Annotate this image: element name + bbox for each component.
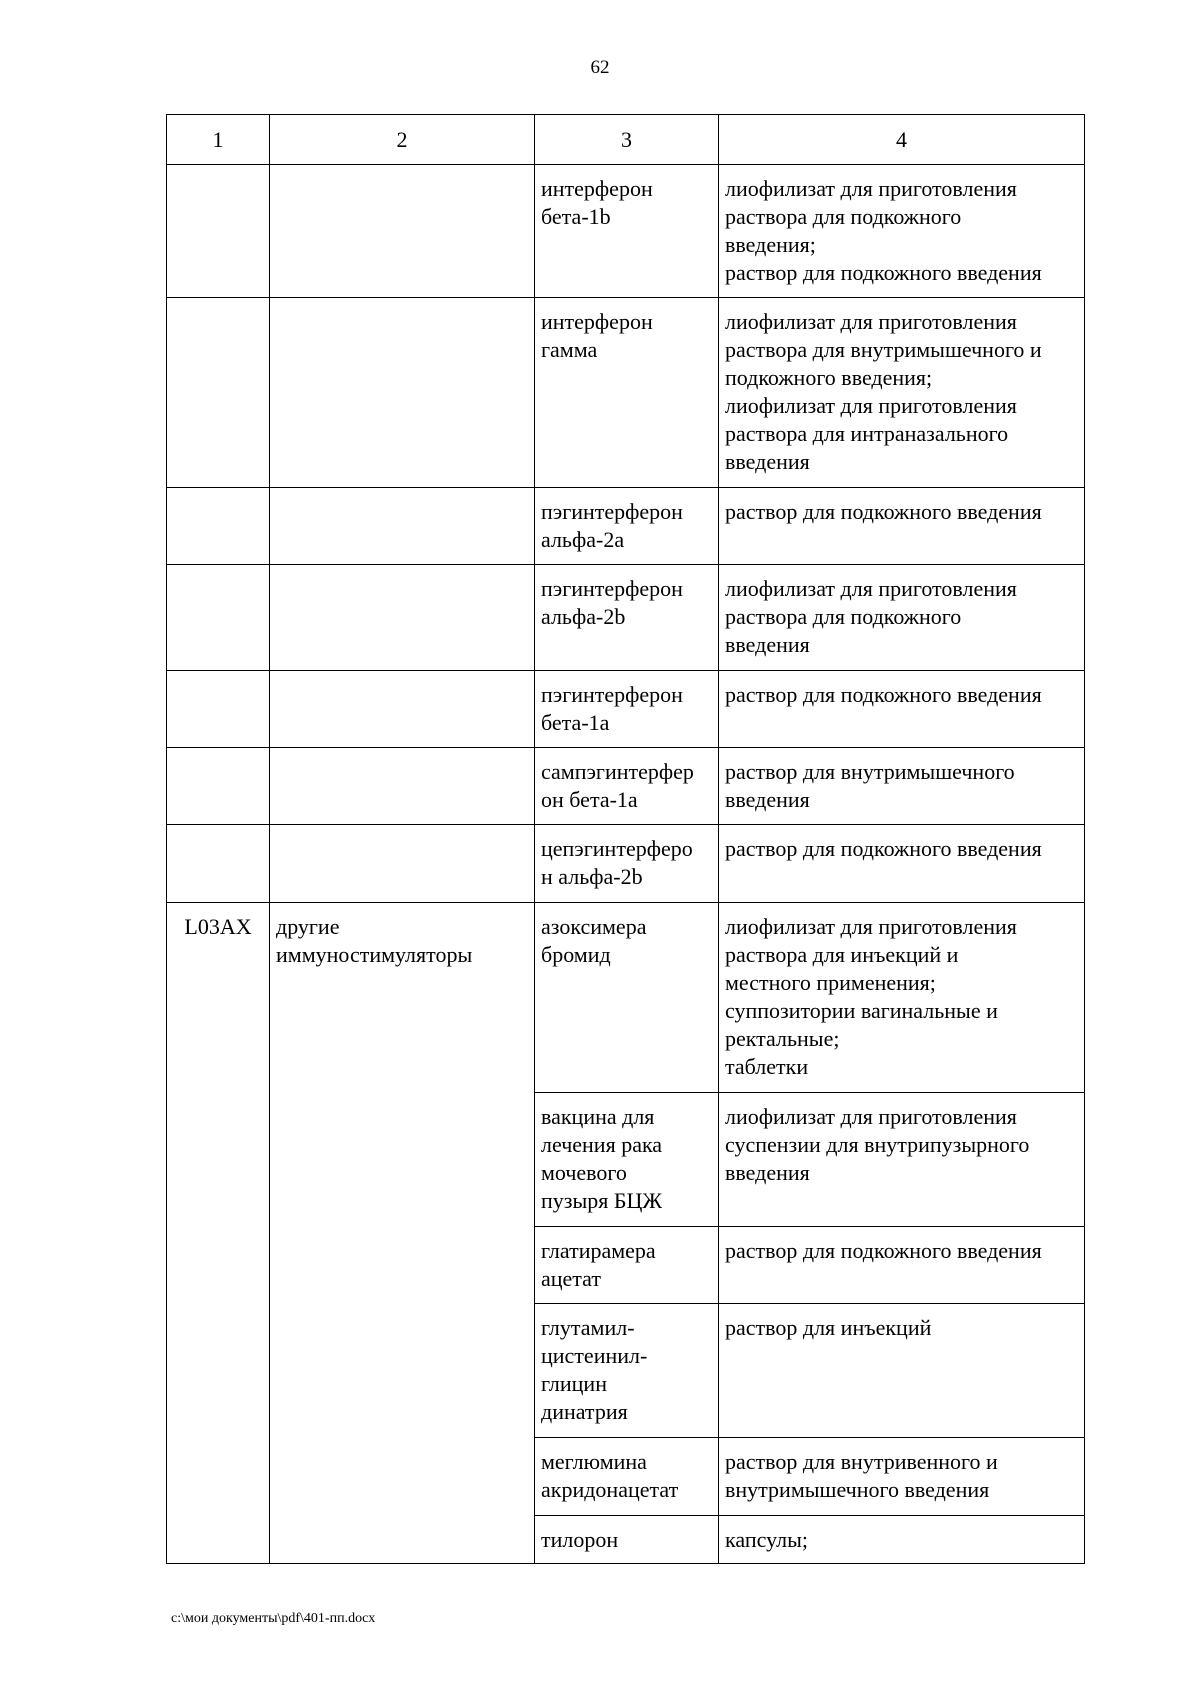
cell-text-line: раствора для подкожного <box>725 204 962 229</box>
drug-name-cell <box>535 165 719 298</box>
column-header-3: 3 <box>535 115 719 165</box>
cell-text-line: ректальные; <box>725 1026 840 1051</box>
cell-text-line: он бета-1a <box>541 787 638 812</box>
code-cell <box>167 825 270 903</box>
cell-text-line: введения <box>725 1160 810 1185</box>
group-name-cell <box>270 488 535 565</box>
cell-text-line: альфа-2b <box>541 604 626 629</box>
cell-text-line: раствор для внутривенного и <box>725 1449 998 1474</box>
cell-text-line: раствор для подкожного введения <box>725 836 1042 861</box>
cell-text-line: лиофилизат для приготовления <box>725 176 1017 201</box>
dosage-form-cell <box>719 488 1085 565</box>
cell-text-line: введения <box>725 632 810 657</box>
dosage-form-cell <box>719 748 1085 825</box>
table-row <box>167 565 1085 671</box>
dosage-form-cell <box>719 1516 1085 1564</box>
cell-text-line: раствор для инъекций <box>725 1315 932 1340</box>
cell-text-line: интерферон <box>541 309 653 334</box>
cell-text-line: введения; <box>725 232 816 257</box>
cell-text-line: лиофилизат для приготовления <box>725 1104 1017 1129</box>
group-name-cell <box>270 825 535 903</box>
drug-name-cell <box>535 1227 719 1304</box>
code-cell <box>167 165 270 298</box>
cell-text-line: азоксимера <box>541 914 647 939</box>
column-header-4: 4 <box>719 115 1085 165</box>
cell-text-line: пузыря БЦЖ <box>541 1188 663 1213</box>
cell-text-line: раствор для внутримышечного <box>725 759 1015 784</box>
drug-name-cell <box>535 1516 719 1564</box>
dosage-form-cell <box>719 903 1085 1093</box>
cell-text-line: акридонацетат <box>541 1477 679 1502</box>
drug-list-table <box>166 114 1085 1564</box>
table-row <box>167 825 1085 903</box>
cell-text-line: цепэгинтерферо <box>541 836 693 861</box>
table-row <box>167 165 1085 298</box>
cell-text-line: глутамил- <box>541 1315 635 1340</box>
cell-text-line: бромид <box>541 942 611 967</box>
drug-name-cell <box>535 903 719 1093</box>
cell-text-line: раствор для подкожного введения <box>725 499 1042 524</box>
group-name-cell <box>270 748 535 825</box>
cell-text-line: вакцина для <box>541 1104 655 1129</box>
table-row <box>167 748 1085 825</box>
cell-text-line: интерферон <box>541 176 653 201</box>
cell-text-line: динатрия <box>541 1399 628 1424</box>
cell-text-line: тилорон <box>541 1527 619 1552</box>
cell-text-line: капсулы; <box>725 1527 808 1552</box>
table-row <box>167 488 1085 565</box>
cell-text-line: раствора для интраназального <box>725 421 1009 446</box>
cell-text-line: другие <box>276 914 340 939</box>
cell-text-line: меглюмина <box>541 1449 647 1474</box>
cell-text-line: внутримышечного введения <box>725 1477 990 1502</box>
cell-text-line: раствора для внутримышечного и <box>725 337 1042 362</box>
group-name-cell <box>270 165 535 298</box>
cell-text-line: раствор для подкожного введения <box>725 260 1042 285</box>
cell-text-line: подкожного введения; <box>725 365 933 390</box>
drug-name-cell <box>535 565 719 671</box>
cell-text-line: бета-1b <box>541 204 611 229</box>
code-cell <box>167 565 270 671</box>
dosage-form-cell <box>719 825 1085 903</box>
cell-text-line: раствор для подкожного введения <box>725 682 1042 707</box>
dosage-form-cell <box>719 1093 1085 1227</box>
dosage-form-cell <box>719 165 1085 298</box>
drug-name-cell <box>535 671 719 748</box>
cell-text-line: ацетат <box>541 1266 601 1291</box>
cell-text-line: раствора для подкожного <box>725 604 962 629</box>
cell-text-line: пэгинтерферон <box>541 682 683 707</box>
drug-name-cell <box>535 298 719 488</box>
table-row <box>167 671 1085 748</box>
cell-text-line: лиофилизат для приготовления <box>725 309 1017 334</box>
cell-text-line: суппозитории вагинальные и <box>725 998 998 1023</box>
cell-text-line: суспензии для внутрипузырного <box>725 1132 1030 1157</box>
dosage-form-cell <box>719 565 1085 671</box>
cell-text-line: гамма <box>541 337 598 362</box>
footer-file-path: c:\мои документы\pdf\401-пп.docx <box>171 1611 376 1626</box>
cell-text-line: введения <box>725 449 810 474</box>
cell-text-line: мочевого <box>541 1160 627 1185</box>
group-name-cell <box>270 565 535 671</box>
cell-text-line: лечения рака <box>541 1132 663 1157</box>
cell-text-line: бета-1a <box>541 710 610 735</box>
page-number: 62 <box>590 57 610 78</box>
cell-text-line: сампэгинтерфер <box>541 759 694 784</box>
cell-text-line: цистеинил- <box>541 1343 648 1368</box>
cell-text-line: раствора для инъекций и <box>725 942 959 967</box>
group-name-cell <box>270 903 535 1564</box>
dosage-form-cell <box>719 671 1085 748</box>
cell-text-line: пэгинтерферон <box>541 576 683 601</box>
cell-text-line: введения <box>725 787 810 812</box>
dosage-form-cell <box>719 1304 1085 1438</box>
drug-name-cell <box>535 1304 719 1438</box>
code-cell <box>167 671 270 748</box>
cell-text-line: таблетки <box>725 1054 809 1079</box>
table-header-row <box>167 115 1085 165</box>
code-cell <box>167 298 270 488</box>
column-header-2: 2 <box>270 115 535 165</box>
group-name-cell <box>270 298 535 488</box>
code-cell <box>167 748 270 825</box>
cell-text-line: местного применения; <box>725 970 936 995</box>
cell-text-line: альфа-2a <box>541 527 625 552</box>
cell-text-line: пэгинтерферон <box>541 499 683 524</box>
column-header-1: 1 <box>167 115 270 165</box>
cell-text-line: лиофилизат для приготовления <box>725 914 1017 939</box>
table-row <box>167 298 1085 488</box>
cell-text-line: глицин <box>541 1371 607 1396</box>
drug-name-cell <box>535 1093 719 1227</box>
cell-text-line: иммуностимуляторы <box>276 942 473 967</box>
cell-text-line: н альфа-2b <box>541 864 643 889</box>
drug-name-cell <box>535 748 719 825</box>
dosage-form-cell <box>719 298 1085 488</box>
group-name-cell <box>270 671 535 748</box>
drug-name-cell <box>535 825 719 903</box>
cell-text-line: лиофилизат для приготовления <box>725 576 1017 601</box>
drug-name-cell <box>535 488 719 565</box>
atc-code-cell: L03AX <box>167 903 270 1564</box>
dosage-form-cell <box>719 1227 1085 1304</box>
cell-text-line: глатирамера <box>541 1238 656 1263</box>
cell-text-line: лиофилизат для приготовления <box>725 393 1017 418</box>
drug-name-cell <box>535 1438 719 1516</box>
code-cell <box>167 488 270 565</box>
dosage-form-cell <box>719 1438 1085 1516</box>
table-row <box>167 903 1085 1093</box>
cell-text-line: раствор для подкожного введения <box>725 1238 1042 1263</box>
